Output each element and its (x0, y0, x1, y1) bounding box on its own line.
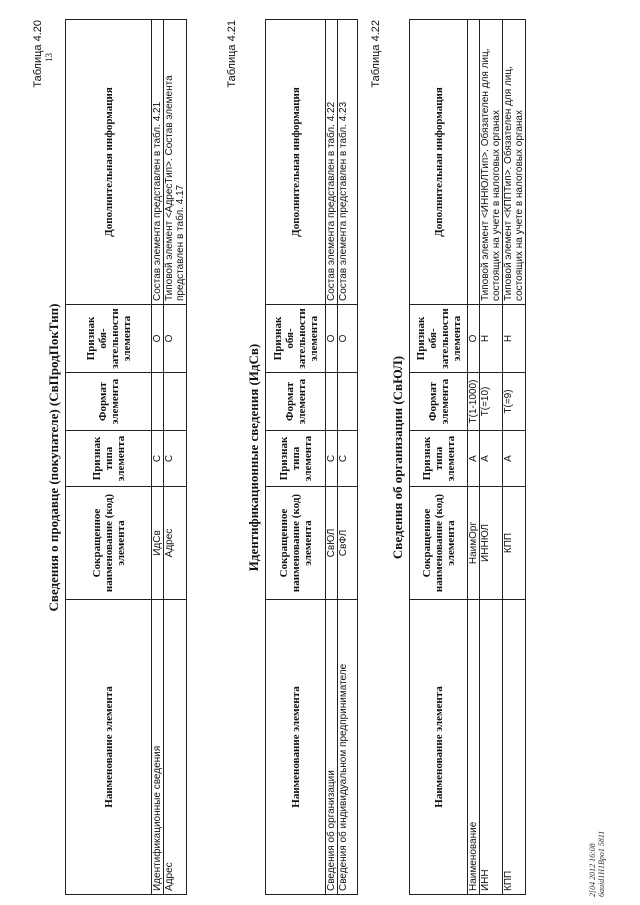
cell: С (164, 431, 187, 487)
cell: Типовой элемент <АдресТип>. Состав элемента представлен в табл. 4.17 (164, 20, 187, 305)
header-cell: Дополнительная информация (266, 20, 326, 305)
table-row (503, 20, 526, 895)
header-cell: Наименование элемента (266, 600, 326, 895)
cell: ИдСв (152, 487, 164, 600)
cell: Адрес (164, 487, 187, 600)
table-title: Сведения о продавце (покупателе) (СвПродПокТип) (46, 303, 61, 612)
table-4-21 (265, 19, 358, 895)
cell: О (338, 305, 358, 373)
cell: Состав элемента представлен в табл. 4.21 (152, 20, 164, 305)
table-title: Сведения об организации (СвЮЛ) (390, 355, 405, 560)
table-row (468, 20, 480, 895)
table-4-21-block (226, 20, 358, 895)
cell: Состав элемента представлен в табл. 4.22 (326, 20, 338, 305)
cell: КПП (503, 487, 526, 600)
header-row (266, 20, 326, 895)
table-caption: Таблица 4.20 (32, 20, 44, 88)
cell (164, 373, 187, 431)
cell: Типовой элемент <КППТип>. Обязателен для лиц, состоящих на учете в налоговых органах (503, 20, 526, 305)
header-cell: Сокращенное наименование (код) элемента (266, 487, 326, 600)
cell: О (152, 305, 164, 373)
cell: А (503, 431, 526, 487)
cell: ИННЮЛ (480, 487, 503, 600)
table-4-20 (65, 19, 187, 895)
header-row (66, 20, 152, 895)
cell: Сведения об организации (326, 600, 338, 895)
table-title: Идентификационные сведения (ИдСв) (246, 343, 261, 572)
table-caption: Таблица 4.21 (226, 20, 238, 88)
header-cell: Признак типа элемента (266, 431, 326, 487)
footer-line: 2[04 2012 16:08 (588, 843, 597, 897)
cell: СвФЛ (338, 487, 358, 600)
cell: Н (480, 305, 503, 373)
header-cell: Наименование элемента (66, 600, 152, 895)
cell: Адрес (164, 600, 187, 895)
table-row (164, 20, 187, 895)
header-cell: Формат элемента (66, 373, 152, 431)
cell: НаимОрг (468, 487, 480, 600)
cell: А (468, 431, 480, 487)
header-cell: Признак типа элемента (410, 431, 468, 487)
table-row (480, 20, 503, 895)
cell: Состав элемента представлен в табл. 4.23 (338, 20, 358, 305)
header-row (410, 20, 468, 895)
footer-line: 6auid1H1Bpo1 5811 (597, 830, 606, 897)
cell: С (152, 431, 164, 487)
cell: С (338, 431, 358, 487)
header-cell: Формат элемента (410, 373, 468, 431)
header-cell: Дополнительная информация (66, 20, 152, 305)
header-cell: Признак типа элемента (66, 431, 152, 487)
cell: Сведения об индивидуальном предпринимателе (338, 600, 358, 895)
cell (326, 373, 338, 431)
cell: T(=9) (503, 373, 526, 431)
print-footer (588, 831, 606, 897)
cell: КПП (503, 600, 526, 895)
cell: Н (503, 305, 526, 373)
cell: О (468, 305, 480, 373)
cell (338, 373, 358, 431)
cell: Наименование (468, 600, 480, 895)
cell: СвЮЛ (326, 487, 338, 600)
table-4-20-block (32, 20, 187, 895)
cell: Идентификационные сведения (152, 600, 164, 895)
header-cell: Формат элемента (266, 373, 326, 431)
header-cell: Дополнительная информация (410, 20, 468, 305)
table-row (152, 20, 164, 895)
header-cell: Признак обя-зательности элемента (266, 305, 326, 373)
table-4-22 (409, 19, 526, 895)
cell: О (164, 305, 187, 373)
cell (468, 20, 480, 305)
table-caption: Таблица 4.22 (370, 20, 382, 88)
header-cell: Наименование элемента (410, 600, 468, 895)
header-cell: Признак обя-зательности элемента (410, 305, 468, 373)
cell: С (326, 431, 338, 487)
cell: Типовой элемент <ИННЮЛТип>. Обязателен для лиц, состоящих на учете в налоговых органах (480, 20, 503, 305)
cell (152, 373, 164, 431)
cell: ИНН (480, 600, 503, 895)
cell: T(1-1000) (468, 373, 480, 431)
page-number: 13 (44, 53, 54, 62)
table-row (338, 20, 358, 895)
header-cell: Признак обя-зательности элемента (66, 305, 152, 373)
cell: О (326, 305, 338, 373)
cell: T(=10) (480, 373, 503, 431)
table-4-22-block (370, 20, 526, 895)
header-cell: Сокращенное наименование (код) элемента (410, 487, 468, 600)
header-cell: Сокращенное наименование (код) элемента (66, 487, 152, 600)
table-row (326, 20, 338, 895)
cell: А (480, 431, 503, 487)
